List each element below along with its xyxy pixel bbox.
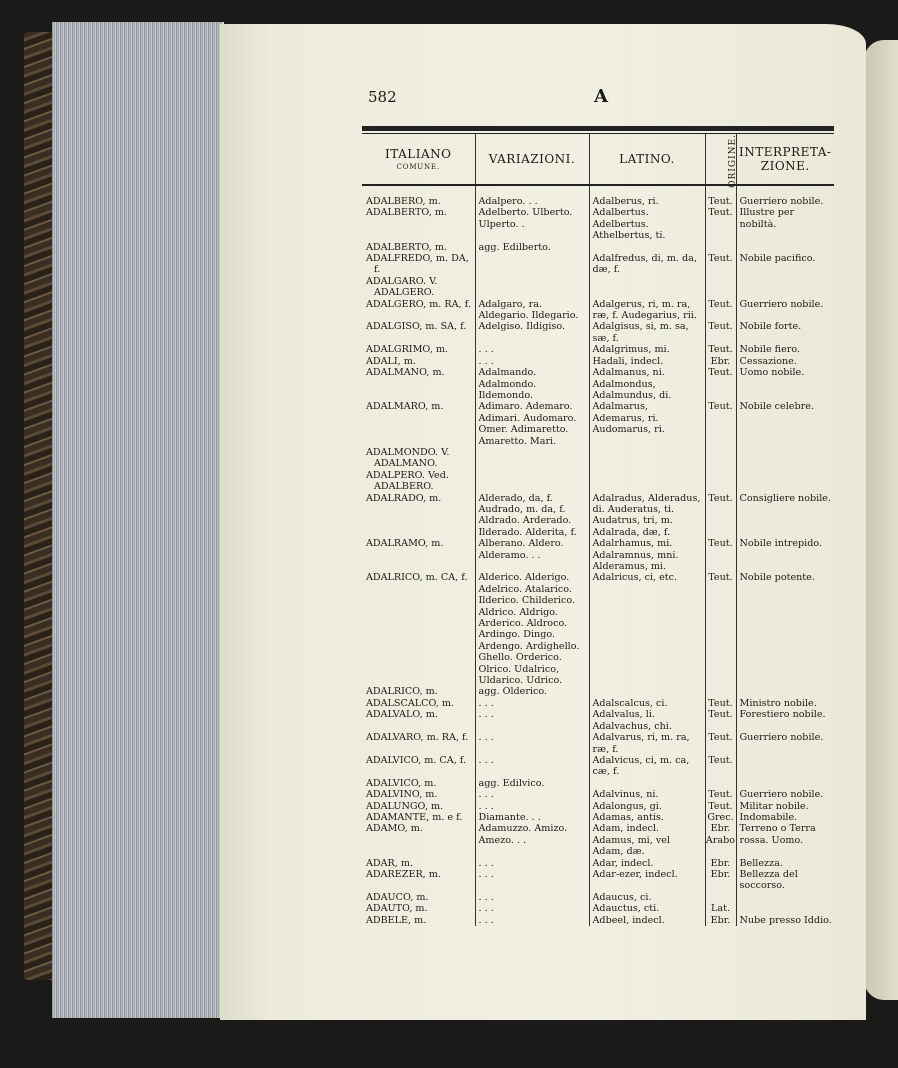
cell-interpretazione: Terreno o Terra rossa. Uomo.: [736, 823, 834, 857]
table-row: [362, 470, 834, 493]
page-number: 582: [368, 88, 397, 106]
cell-origine: Teut.: [705, 401, 736, 447]
cell-origine: Teut.: [705, 732, 736, 755]
cell-interpretazione: [736, 903, 834, 914]
cell-italiano: ADALGISO, m. SA, f.: [366, 321, 467, 333]
cell-variazioni: . . .: [475, 915, 589, 926]
table-row: [362, 903, 834, 914]
cell-latino: Adalmarus, Ademarus, ri. Audomarus, ri.: [589, 401, 705, 447]
cell-italiano: ADALVALO, m.: [366, 709, 438, 721]
cell-latino: Hadali, indecl.: [589, 356, 705, 367]
cell-origine: Teut.: [705, 196, 736, 207]
table-row: [362, 493, 834, 539]
header-rule-thick: [362, 126, 834, 131]
table-body: [362, 185, 834, 926]
cell-variazioni: . . .: [475, 755, 589, 778]
cell-italiano: ADALPERO. Ved. ADALBERO.: [366, 469, 449, 493]
cell-origine: Teut.: [705, 493, 736, 539]
page-edges: [52, 22, 224, 1018]
col-header-origine: ORIGINE.: [705, 134, 736, 185]
cell-variazioni: Adelberto. Ulberto. Ulperto. .: [475, 207, 589, 241]
cell-latino: Adalongus, gi.: [589, 801, 705, 812]
page-header: [362, 88, 834, 126]
cell-interpretazione: [736, 242, 834, 253]
cell-origine: Teut.: [705, 207, 736, 241]
cell-italiano: ADALMARO, m.: [366, 401, 444, 413]
cell-interpretazione: Nobile celebre.: [736, 401, 834, 447]
col-header-italiano-sub: COMUNE.: [396, 163, 440, 171]
cell-variazioni: Alderico. Alderigo. Adelrico. Atalarico. Ilderico. Childerico. Aldrico. Aldrigo. Arderico. Aldroco. Ardingo. Dingo. Ardengo. Ardighello. Ghello. Orderico. Olrico. Udalrico, Uldarico. Udrico.: [475, 572, 589, 686]
cell-latino: Adauctus, cti.: [589, 903, 705, 914]
cell-latino: Adamas, antis.: [589, 812, 705, 823]
cell-origine: Grec.: [705, 812, 736, 823]
cell-interpretazione: Indomabile.: [736, 812, 834, 823]
cell-variazioni: Adalpero. . .: [475, 196, 589, 207]
cell-latino: Adalvinus, ni.: [589, 789, 705, 800]
cell-origine: Lat.: [705, 903, 736, 914]
cell-italiano: ADALUNGO, m.: [366, 800, 444, 812]
table-row: [362, 447, 834, 470]
cell-interpretazione: [736, 892, 834, 903]
cell-interpretazione: Nobile pacifico.: [736, 253, 834, 276]
table-row: [362, 686, 834, 697]
table-row: [362, 344, 834, 355]
cell-origine: [705, 892, 736, 903]
names-table: [362, 134, 834, 926]
table-row: [362, 812, 834, 823]
cell-latino: Adaucus, ci.: [589, 892, 705, 903]
cell-origine: [705, 276, 736, 299]
cell-italiano: ADALVICO, m.: [366, 777, 437, 789]
cell-latino: Adalscalcus, ci.: [589, 698, 705, 709]
cell-interpretazione: Bellezza.: [736, 858, 834, 869]
cell-variazioni: . . .: [475, 903, 589, 914]
cell-latino: [589, 276, 705, 299]
cell-italiano: ADALFREDO, m. DA, f.: [366, 253, 469, 276]
cell-interpretazione: [736, 276, 834, 299]
cell-origine: [705, 470, 736, 493]
cell-origine: Teut.: [705, 344, 736, 355]
cell-variazioni: [475, 276, 589, 299]
table-row: [362, 572, 834, 686]
col-header-italiano: ITALIANO COMUNE.: [362, 134, 475, 185]
cell-interpretazione: Bellezza del soccorso.: [736, 869, 834, 892]
table-row: [362, 778, 834, 789]
cell-italiano: ADALBERTO, m.: [366, 241, 447, 253]
cell-interpretazione: Illustre per nobiltà.: [736, 207, 834, 241]
cell-origine: Teut.: [705, 801, 736, 812]
cell-latino: Adam, indecl. Adamus, mi, vel Adam, dæ.: [589, 823, 705, 857]
cell-interpretazione: [736, 755, 834, 778]
cell-italiano: ADALBERO, m.: [366, 196, 441, 207]
facing-page-edge: [864, 40, 898, 1000]
cell-variazioni: [475, 447, 589, 470]
cell-interpretazione: Consigliere nobile.: [736, 493, 834, 539]
cell-italiano: ADALVARO, m. RA, f.: [366, 732, 469, 744]
table-row: [362, 869, 834, 892]
cell-latino: Adalmanus, ni. Adalmondus, Adalmundus, di.: [589, 367, 705, 401]
table-row: [362, 755, 834, 778]
cell-italiano: ADALRADO, m.: [366, 492, 442, 504]
table-row: [362, 299, 834, 322]
table-row: [362, 401, 834, 447]
cell-origine: Ebr.: [705, 869, 736, 892]
cell-variazioni: Adimaro. Ademaro. Adimari. Audomaro. Omer. Adimaretto. Amaretto. Mari.: [475, 401, 589, 447]
cell-latino: Adbeel, indecl.: [589, 915, 705, 926]
table-row: [362, 789, 834, 800]
cell-latino: Adalberus, ri.: [589, 196, 705, 207]
cell-italiano: ADAR, m.: [366, 857, 414, 869]
cell-origine: Teut.: [705, 709, 736, 732]
table-row: [362, 915, 834, 926]
cell-origine: Ebr. Arabo: [705, 823, 736, 857]
cell-variazioni: Alberano. Aldero. Alderamo. . .: [475, 538, 589, 572]
cell-italiano: ADALGRIMO, m.: [366, 344, 448, 356]
table-row: [362, 321, 834, 344]
col-header-interpretazione: INTERPRETA- ZIONE.: [736, 134, 834, 185]
cell-interpretazione: Uomo nobile.: [736, 367, 834, 401]
cell-origine: Teut.: [705, 253, 736, 276]
cell-italiano: ADALMONDO. V. ADALMANO.: [366, 446, 450, 470]
table-row: [362, 801, 834, 812]
cell-origine: [705, 686, 736, 697]
cell-italiano: ADALGERO, m. RA, f.: [366, 298, 471, 310]
cell-latino: [589, 686, 705, 697]
table-row: [362, 858, 834, 869]
cell-origine: Teut.: [705, 755, 736, 778]
cell-origine: Teut.: [705, 572, 736, 686]
cell-origine: [705, 242, 736, 253]
cell-latino: Adalgrimus, mi.: [589, 344, 705, 355]
cell-origine: Teut.: [705, 789, 736, 800]
cell-variazioni: . . .: [475, 732, 589, 755]
cell-interpretazione: [736, 686, 834, 697]
cell-italiano: ADALSCALCO, m.: [366, 697, 455, 709]
cell-latino: [589, 447, 705, 470]
cell-latino: Adalvicus, ci, m. ca, cæ, f.: [589, 755, 705, 778]
cell-interpretazione: Ministro nobile.: [736, 698, 834, 709]
cell-interpretazione: Cessazione.: [736, 356, 834, 367]
cell-origine: [705, 778, 736, 789]
cell-interpretazione: Guerriero nobile.: [736, 789, 834, 800]
table-row: [362, 892, 834, 903]
table-row: [362, 538, 834, 572]
cell-interpretazione: Militar nobile.: [736, 801, 834, 812]
table-row: [362, 276, 834, 299]
cell-variazioni: . . .: [475, 892, 589, 903]
table-row: [362, 823, 834, 857]
cell-variazioni: agg. Edilvico.: [475, 778, 589, 789]
cell-latino: Adalgisus, si, m. sa, sæ, f.: [589, 321, 705, 344]
table-header-row: [362, 134, 834, 185]
cell-interpretazione: Guerriero nobile.: [736, 196, 834, 207]
cell-variazioni: . . .: [475, 698, 589, 709]
cell-variazioni: [475, 253, 589, 276]
cell-italiano: ADALBERTO, m.: [366, 207, 447, 219]
cell-interpretazione: Nobile fiero.: [736, 344, 834, 355]
cell-variazioni: . . .: [475, 356, 589, 367]
cell-interpretazione: Nobile potente.: [736, 572, 834, 686]
cell-latino: Adalfredus, di, m. da, dæ, f.: [589, 253, 705, 276]
cell-variazioni: [475, 470, 589, 493]
cell-latino: [589, 470, 705, 493]
table-row: [362, 196, 834, 207]
cell-variazioni: . . .: [475, 709, 589, 732]
table-spacer: [362, 185, 834, 196]
table-row: [362, 732, 834, 755]
cell-variazioni: . . .: [475, 801, 589, 812]
cell-variazioni: Adalmando. Adalmondo. Ildemondo.: [475, 367, 589, 401]
cell-variazioni: Alderado, da, f. Audrado, m. da, f. Aldrado. Arderado. Ilderado. Alderita, f.: [475, 493, 589, 539]
cell-italiano: ADALRICO, m.: [366, 686, 438, 698]
cell-latino: Adalbertus. Adelbertus. Athelbertus, ti.: [589, 207, 705, 241]
cell-variazioni: . . .: [475, 344, 589, 355]
cell-italiano: ADAMO, m.: [366, 823, 423, 835]
page-content: [362, 88, 834, 926]
cell-italiano: ADALRICO, m. CA, f.: [366, 572, 468, 584]
table-row: [362, 207, 834, 241]
cell-latino: Adalradus, Alderadus, di. Auderatus, ti. Audatrus, tri, m. Adalrada, dæ, f.: [589, 493, 705, 539]
cell-variazioni: agg. Edilberto.: [475, 242, 589, 253]
cell-variazioni: . . .: [475, 789, 589, 800]
cell-italiano: ADAUTO, m.: [366, 903, 428, 915]
cell-interpretazione: Nube presso Iddio.: [736, 915, 834, 926]
cell-variazioni: Diamante. . .: [475, 812, 589, 823]
cell-latino: Adalgerus, ri, m. ra, ræ, f. Audegarius, rii.: [589, 299, 705, 322]
cell-variazioni: agg. Olderico.: [475, 686, 589, 697]
cell-italiano: ADAUCO, m.: [366, 891, 429, 903]
cell-variazioni: Adamuzzo. Amizo. Amezo. . .: [475, 823, 589, 857]
cell-italiano: ADALI, m.: [366, 355, 416, 367]
cell-origine: Teut.: [705, 698, 736, 709]
cell-italiano: ADALGARO. V. ADALGERO.: [366, 275, 438, 299]
cell-interpretazione: Guerriero nobile.: [736, 299, 834, 322]
cell-interpretazione: [736, 470, 834, 493]
table-row: [362, 356, 834, 367]
cell-interpretazione: Guerriero nobile.: [736, 732, 834, 755]
cell-italiano: ADALVINO, m.: [366, 789, 438, 801]
cell-latino: [589, 778, 705, 789]
cell-italiano: ADALMANO, m.: [366, 367, 445, 379]
cell-interpretazione: Nobile forte.: [736, 321, 834, 344]
cell-variazioni: Adelgiso. Ildigiso.: [475, 321, 589, 344]
table-row: [362, 253, 834, 276]
cell-italiano: ADBELE, m.: [366, 914, 427, 926]
cell-origine: Ebr.: [705, 858, 736, 869]
cell-italiano: ADALRAMO, m.: [366, 538, 444, 550]
cell-interpretazione: [736, 447, 834, 470]
cell-latino: Adalvarus, ri, m. ra, ræ, f.: [589, 732, 705, 755]
col-header-variazioni: VARIAZIONI.: [475, 134, 589, 185]
cell-italiano: ADAREZER, m.: [366, 868, 441, 880]
cell-interpretazione: [736, 778, 834, 789]
cell-origine: Teut.: [705, 299, 736, 322]
cell-latino: Adar, indecl.: [589, 858, 705, 869]
table-row: [362, 242, 834, 253]
cell-origine: Teut.: [705, 538, 736, 572]
cell-interpretazione: Forestiero nobile.: [736, 709, 834, 732]
cell-italiano: ADALVICO, m. CA, f.: [366, 754, 467, 766]
table-row: [362, 698, 834, 709]
cell-variazioni: Adalgaro, ra. Aldegario. Ildegario.: [475, 299, 589, 322]
cell-origine: Ebr.: [705, 356, 736, 367]
table-row: [362, 709, 834, 732]
cell-latino: Adalvalus, li. Adalvachus, chi.: [589, 709, 705, 732]
cell-origine: Ebr.: [705, 915, 736, 926]
cell-interpretazione: Nobile intrepido.: [736, 538, 834, 572]
cell-latino: [589, 242, 705, 253]
cell-origine: Teut.: [705, 321, 736, 344]
cell-variazioni: . . .: [475, 869, 589, 892]
table-row: [362, 367, 834, 401]
cell-variazioni: . . .: [475, 858, 589, 869]
cell-latino: Adalricus, ci, etc.: [589, 572, 705, 686]
col-header-latino: LATINO.: [589, 134, 705, 185]
cell-latino: Adar-ezer, indecl.: [589, 869, 705, 892]
section-letter: A: [594, 86, 608, 107]
cell-origine: [705, 447, 736, 470]
cell-latino: Adalrhamus, mi. Adalramnus, mni. Alderamus, mi.: [589, 538, 705, 572]
cell-origine: Teut.: [705, 367, 736, 401]
cell-italiano: ADAMANTE, m. e f.: [366, 811, 463, 823]
